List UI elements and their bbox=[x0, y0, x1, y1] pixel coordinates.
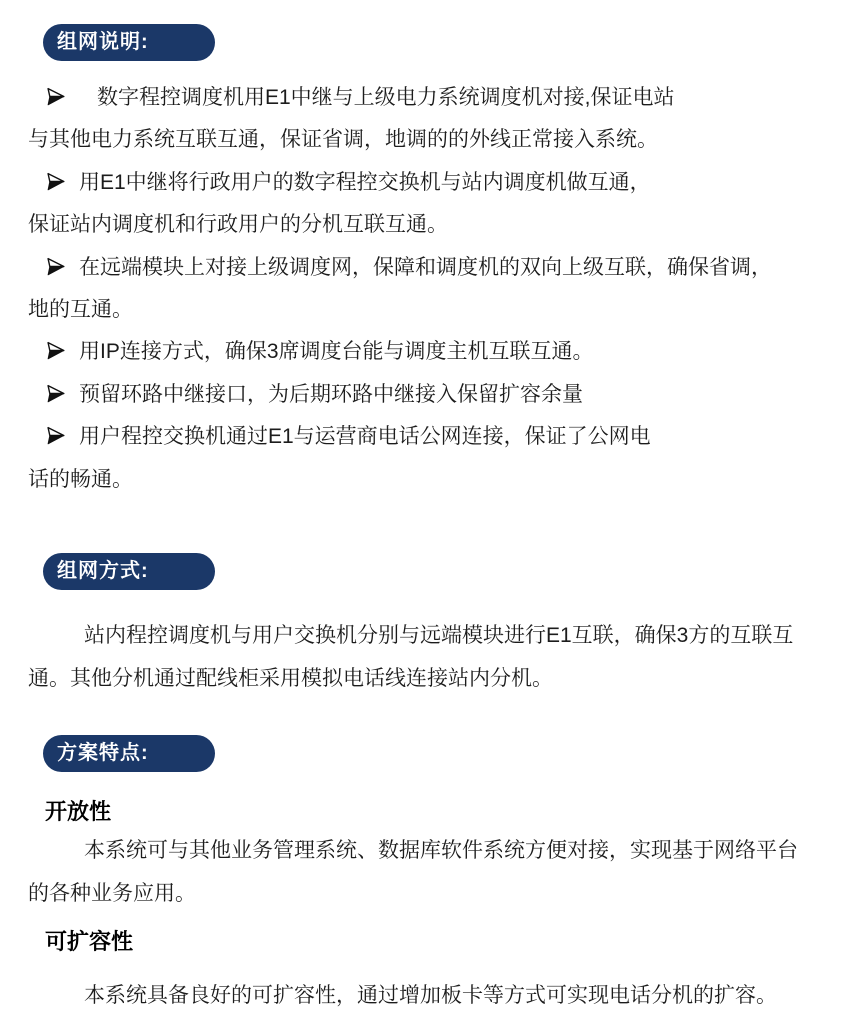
networking-notes-bullet-list bbox=[28, 77, 828, 501]
paragraph-line: 本系统具备良好的可扩容性，通过增加板卡等方式可实现电话分机的扩容。 bbox=[84, 984, 777, 1007]
arrow-bullet-icon bbox=[45, 340, 66, 361]
networking-method-paragraph bbox=[28, 614, 828, 700]
paragraph-line: 本系统可与其他业务管理系统、数据库软件系统方便对接，实现基于网络平台 bbox=[84, 839, 798, 862]
bullet-text-wrap: 与其他电力系统互联互通，保证省调，地调的的外线正常接入系统。 bbox=[28, 128, 658, 152]
bullet-item bbox=[28, 416, 828, 458]
feature-body-openness bbox=[28, 829, 828, 915]
arrow-bullet-icon bbox=[45, 86, 66, 107]
bullet-item bbox=[28, 162, 828, 204]
bullet-text: 用IP连接方式，确保3席调度台能与调度主机互联互通。 bbox=[79, 340, 594, 364]
arrow-bullet-icon bbox=[45, 171, 66, 192]
section-badge-networking-notes: 组网说明: bbox=[43, 24, 215, 61]
bullet-text: 用E1中继将行政用户的数字程控交换机与站内调度机做互通， bbox=[79, 170, 651, 194]
feature-body-scalability bbox=[28, 974, 828, 1017]
bullet-text-wrap: 地的互通。 bbox=[28, 298, 133, 322]
paragraph-line: 站内程控调度机与用户交换机分别与远端模块进行E1互联，确保3方的互联互 bbox=[84, 624, 794, 647]
paragraph-line: 的各种业务应用。 bbox=[28, 882, 196, 905]
arrow-bullet-icon bbox=[45, 256, 66, 277]
feature-title-openness: 开放性 bbox=[45, 799, 112, 824]
bullet-item bbox=[28, 374, 828, 416]
bullet-text: 在远端模块上对接上级调度网，保障和调度机的双向上级互联，确保省调， bbox=[79, 255, 772, 279]
paragraph-line: 通。其他分机通过配线柜采用模拟电话线连接站内分机。 bbox=[28, 667, 553, 690]
bullet-text: 用户程控交换机通过E1与运营商电话公网连接，保证了公网电 bbox=[79, 425, 651, 449]
bullet-item bbox=[28, 247, 828, 289]
bullet-item bbox=[28, 77, 828, 119]
bullet-text: 数字程控调度机用E1中继与上级电力系统调度机对接,保证电站 bbox=[97, 86, 675, 109]
bullet-item bbox=[28, 331, 828, 373]
bullet-text-wrap: 保证站内调度机和行政用户的分机互联互通。 bbox=[28, 213, 448, 237]
bullet-text: 预留环路中继接口，为后期环路中继接入保留扩容余量 bbox=[79, 382, 583, 406]
bullet-text-wrap: 话的畅通。 bbox=[28, 467, 133, 491]
feature-title-scalability: 可扩容性 bbox=[45, 929, 134, 954]
arrow-bullet-icon bbox=[45, 425, 66, 446]
arrow-bullet-icon bbox=[45, 383, 66, 404]
section-badge-networking-method: 组网方式: bbox=[43, 553, 215, 590]
section-badge-solution-features: 方案特点: bbox=[43, 735, 215, 772]
